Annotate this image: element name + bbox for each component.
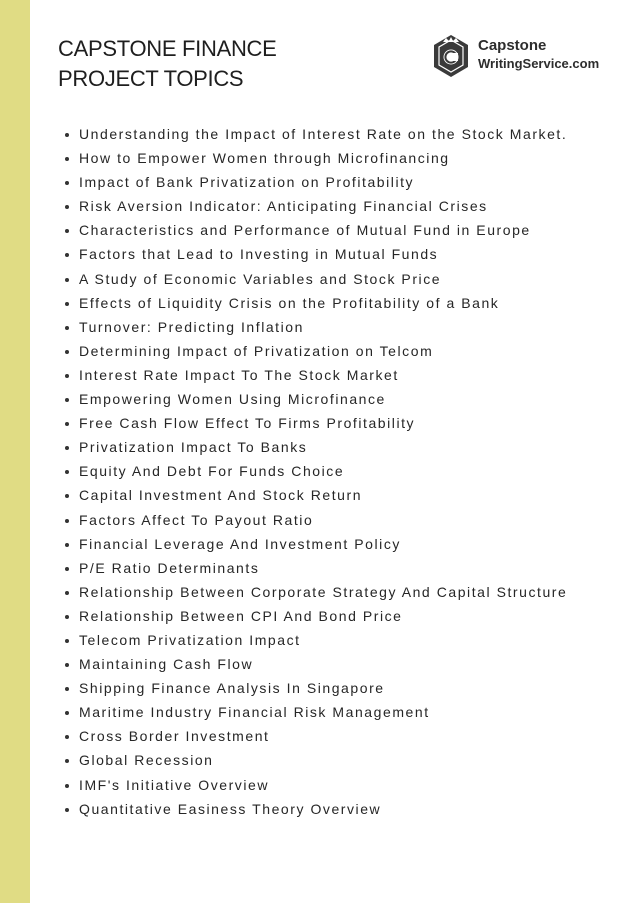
topic-list-item: Financial Leverage And Investment Policy: [62, 532, 622, 556]
accent-side-bar: [0, 0, 30, 903]
topic-list-item: Privatization Impact To Banks: [62, 435, 622, 459]
topic-list-item: Turnover: Predicting Inflation: [62, 315, 622, 339]
topic-list-item: Free Cash Flow Effect To Firms Profitability: [62, 411, 622, 435]
topic-list-item: Effects of Liquidity Crisis on the Profitability of a Bank: [62, 291, 622, 315]
topic-list-item: Telecom Privatization Impact: [62, 628, 622, 652]
topic-list-item: Relationship Between CPI And Bond Price: [62, 604, 622, 628]
topic-list-item: Equity And Debt For Funds Choice: [62, 459, 622, 483]
logo-name: Capstone: [478, 37, 547, 54]
topic-list-item: Shipping Finance Analysis In Singapore: [62, 676, 622, 700]
topic-list-item: Characteristics and Performance of Mutual Fund in Europe: [62, 218, 622, 242]
topic-list-item: Impact of Bank Privatization on Profitability: [62, 170, 622, 194]
topic-list-item: Factors that Lead to Investing in Mutual Funds: [62, 242, 622, 266]
page-title-line-2: PROJECT TOPICS: [58, 66, 244, 91]
page-title-line-1: CAPSTONE FINANCE: [58, 36, 277, 61]
topic-list-item: Interest Rate Impact To The Stock Market: [62, 363, 622, 387]
topic-list-item: P/E Ratio Determinants: [62, 556, 622, 580]
topic-list-item: Empowering Women Using Microfinance: [62, 387, 622, 411]
topic-list-item: Risk Aversion Indicator: Anticipating Financial Crises: [62, 194, 622, 218]
topic-list-item: Maritime Industry Financial Risk Management: [62, 700, 622, 724]
topic-list-item: How to Empower Women through Microfinancing: [62, 146, 622, 170]
topic-list-item: Cross Border Investment: [62, 724, 622, 748]
topic-list-item: Understanding the Impact of Interest Rate on the Stock Market.: [62, 122, 622, 146]
topic-list-item: Relationship Between Corporate Strategy And Capital Structure: [62, 580, 622, 604]
logo-domain: WritingService.com: [478, 56, 600, 71]
topic-list-item: IMF's Initiative Overview: [62, 773, 622, 797]
topic-list-item: Global Recession: [62, 748, 622, 772]
c-badge-icon: [432, 34, 470, 78]
topic-list-item: Factors Affect To Payout Ratio: [62, 508, 622, 532]
brand-logo[interactable]: [432, 34, 612, 80]
topic-list-item: Capital Investment And Stock Return: [62, 483, 622, 507]
topic-list-item: A Study of Economic Variables and Stock Price: [62, 267, 622, 291]
topic-list-item: Maintaining Cash Flow: [62, 652, 622, 676]
topic-list-item: Determining Impact of Privatization on Telcom: [62, 339, 622, 363]
logo-text: [478, 37, 599, 72]
topic-list-item: Quantitative Easiness Theory Overview: [62, 797, 622, 821]
page-title: [58, 34, 277, 94]
topic-list: [62, 122, 622, 821]
